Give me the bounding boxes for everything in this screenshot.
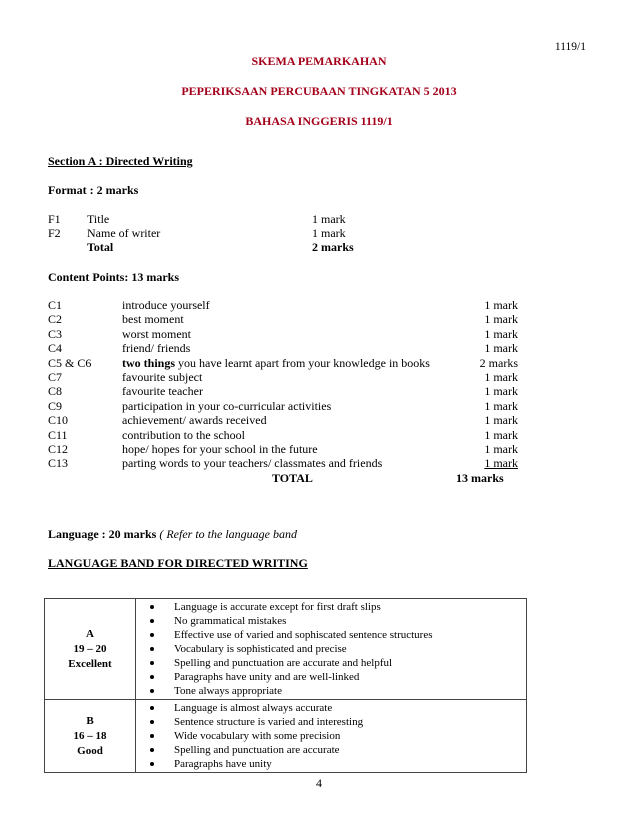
content-point-row xyxy=(48,312,518,326)
criteria-item: Vocabulary is sophisticated and precise xyxy=(174,642,522,656)
content-point-marks: 1 mark xyxy=(484,427,518,442)
content-point-id: C13 xyxy=(48,456,69,471)
format-heading: Format : 2 marks xyxy=(48,183,139,197)
band-criteria-cell xyxy=(136,700,527,773)
format-item-marks: 1 mark xyxy=(312,212,346,226)
content-point-marks: 1 mark xyxy=(484,398,518,413)
criteria-item: Spelling and punctuation are accurate and helpful xyxy=(174,656,522,670)
content-total-label: TOTAL xyxy=(272,471,313,485)
content-point-text: contribution to the school xyxy=(122,427,245,442)
language-band-table xyxy=(44,598,527,773)
content-point-text: introduce yourself xyxy=(122,298,210,312)
content-point-marks: 2 marks xyxy=(479,355,518,370)
content-point-description xyxy=(122,428,245,442)
language-line xyxy=(48,527,297,541)
content-point-text: participation in your co-curricular activities xyxy=(122,398,332,413)
content-point-description xyxy=(122,442,318,456)
content-point-description xyxy=(122,327,191,341)
content-point-text: parting words to your teachers/ classmates and friends xyxy=(122,456,383,471)
content-point-id: C11 xyxy=(48,427,68,442)
content-point-description xyxy=(122,384,203,398)
criteria-list xyxy=(136,701,522,771)
band-grade-cell xyxy=(45,599,136,700)
content-point-marks: 1 mark xyxy=(484,341,518,356)
content-point-text: you have learnt apart from your knowledge in books xyxy=(175,355,430,370)
content-point-row xyxy=(48,327,518,341)
content-point-row xyxy=(48,341,518,355)
format-item-label: Title xyxy=(87,212,110,226)
content-heading: Content Points: 13 marks xyxy=(48,270,179,284)
criteria-item: Language is almost always accurate xyxy=(174,701,522,715)
band-grade: B xyxy=(86,714,94,727)
band-range: 16 – 18 xyxy=(73,729,107,742)
band-criteria-cell xyxy=(136,599,527,700)
band-heading: LANGUAGE BAND FOR DIRECTED WRITING xyxy=(48,556,308,570)
band-range: 19 – 20 xyxy=(73,642,107,655)
content-point-id: C7 xyxy=(48,370,63,384)
content-point-id: C9 xyxy=(48,398,63,413)
content-point-id: C5 & C6 xyxy=(48,355,92,370)
content-point-row xyxy=(48,428,518,442)
criteria-item: Effective use of varied and sophiscated sentence structures xyxy=(174,628,522,642)
content-point-row xyxy=(48,399,518,413)
content-point-description xyxy=(122,413,267,427)
content-point-row xyxy=(48,442,518,456)
content-point-id: C10 xyxy=(48,413,69,428)
content-point-row xyxy=(48,413,518,427)
band-row xyxy=(45,700,527,773)
band-label: Good xyxy=(77,744,103,757)
criteria-item: Spelling and punctuation are accurate xyxy=(174,743,522,757)
band-label: Excellent xyxy=(68,657,112,670)
content-total-marks: 13 marks xyxy=(456,471,504,485)
language-heading: Language : 20 marks xyxy=(48,527,157,541)
content-point-description xyxy=(122,456,382,470)
criteria-list xyxy=(136,600,522,698)
exam-title: PEPERIKSAAN PERCUBAAN TINGKATAN 5 2013 xyxy=(181,84,457,98)
format-total-label: Total xyxy=(87,240,114,254)
content-point-marks: 1 mark xyxy=(484,442,518,456)
content-point-marks: 1 mark xyxy=(484,326,518,341)
content-point-row xyxy=(48,384,518,398)
scheme-title: SKEMA PEMARKAHAN xyxy=(251,54,387,68)
format-item-marks: 1 mark xyxy=(312,226,346,240)
content-point-id: C3 xyxy=(48,326,63,341)
band-grade-cell xyxy=(45,700,136,773)
content-point-text: favourite subject xyxy=(122,370,203,384)
content-point-id: C8 xyxy=(48,384,63,399)
content-point-row xyxy=(48,356,518,370)
content-point-marks: 1 mark xyxy=(484,384,518,399)
criteria-item: Paragraphs have unity and are well-linked xyxy=(174,670,522,684)
content-point-emphasis: two things xyxy=(122,355,176,370)
content-point-id: C1 xyxy=(48,298,63,312)
content-point-text: achievement/ awards received xyxy=(122,413,267,428)
content-point-text: favourite teacher xyxy=(122,384,203,399)
content-point-row xyxy=(48,298,518,312)
content-point-id: C12 xyxy=(48,442,69,456)
content-point-marks: 1 mark xyxy=(484,370,518,384)
language-note: ( Refer to the language band xyxy=(156,527,297,541)
content-point-text: best moment xyxy=(122,312,184,327)
criteria-item: Sentence structure is varied and interesting xyxy=(174,715,522,729)
content-point-row xyxy=(48,370,518,384)
format-item-id: F1 xyxy=(48,212,61,226)
content-point-description xyxy=(122,356,430,370)
criteria-item: Language is accurate except for first draft slips xyxy=(174,600,522,614)
content-point-text: friend/ friends xyxy=(122,341,191,356)
criteria-item: Paragraphs have unity xyxy=(174,757,522,771)
content-point-description xyxy=(122,399,331,413)
content-point-description xyxy=(122,298,210,312)
section-heading: Section A : Directed Writing xyxy=(48,154,193,168)
subject-title: BAHASA INGGERIS 1119/1 xyxy=(245,114,393,128)
content-point-description xyxy=(122,312,184,326)
content-point-description xyxy=(122,341,190,355)
content-point-id: C4 xyxy=(48,341,63,356)
content-point-row xyxy=(48,456,518,470)
page-number: 4 xyxy=(316,776,322,790)
criteria-item: No grammatical mistakes xyxy=(174,614,522,628)
content-point-marks: 1 mark xyxy=(484,298,518,312)
band-row xyxy=(45,599,527,700)
criteria-item: Wide vocabulary with some precision xyxy=(174,729,522,743)
content-point-id: C2 xyxy=(48,312,63,327)
content-point-marks: 1 mark xyxy=(484,456,518,471)
format-item-label: Name of writer xyxy=(87,226,161,240)
content-point-text: worst moment xyxy=(122,326,191,341)
content-point-marks: 1 mark xyxy=(484,413,518,428)
content-point-marks: 1 mark xyxy=(484,312,518,327)
content-point-description xyxy=(122,370,202,384)
criteria-item: Tone always appropriate xyxy=(174,684,522,698)
band-grade: A xyxy=(86,627,94,640)
paper-code: 1119/1 xyxy=(554,41,586,53)
format-total-marks: 2 marks xyxy=(312,240,354,254)
format-item-id: F2 xyxy=(48,226,61,240)
content-point-text: hope/ hopes for your school in the future xyxy=(122,442,318,456)
